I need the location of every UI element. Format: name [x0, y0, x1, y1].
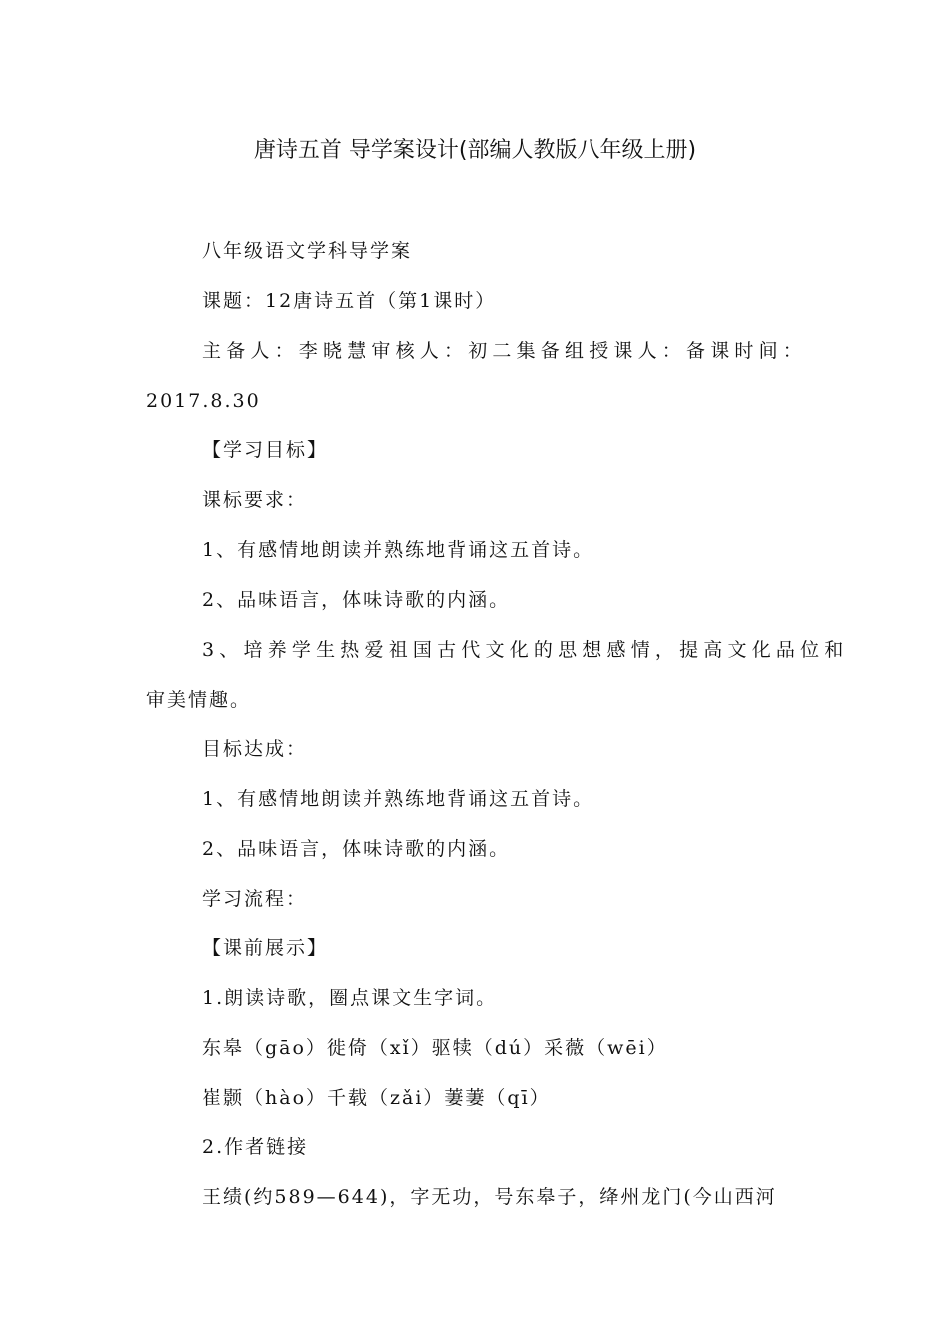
section-heading: 【课前展示】 [202, 937, 329, 959]
list-item: 2、品味语言，体味诗歌的内涵。 [202, 589, 511, 611]
text-line: 八年级语文学科导学案 [202, 240, 413, 262]
text-line: 课题：12唐诗五首（第1课时） [202, 290, 497, 312]
section-heading: 【学习目标】 [202, 439, 329, 461]
text-line: 东皋（gāo）徙倚（xǐ）驱犊（dú）采薇（wēi） [202, 1037, 668, 1059]
text-line: 审美情趣。 [146, 689, 252, 711]
list-item: 1.朗读诗歌，圈点课文生字词。 [202, 987, 498, 1009]
text-line: 2017.8.30 [146, 390, 261, 412]
list-item: 2、品味语言，体味诗歌的内涵。 [202, 838, 511, 860]
text-line: 主备人：李晓慧审核人：初二集备组授课人：备课时间： [202, 340, 808, 362]
list-item: 2.作者链接 [202, 1136, 309, 1158]
list-item: 3、培养学生热爱祖国古代文化的思想感情，提高文化品位和 [202, 639, 849, 661]
list-item: 1、有感情地朗读并熟练地背诵这五首诗。 [202, 788, 595, 810]
document-title: 唐诗五首 导学案设计(部编人教版八年级上册) [253, 138, 697, 163]
text-line: 课标要求： [202, 489, 308, 511]
text-line: 目标达成： [202, 738, 308, 760]
text-line: 王绩(约589—644)，字无功，号东皋子，绛州龙门(今山西河 [202, 1186, 777, 1208]
text-line: 学习流程： [202, 888, 308, 910]
text-line: 崔颢（hào）千载（zǎi）萋萋（qī） [202, 1087, 551, 1109]
list-item: 1、有感情地朗读并熟练地背诵这五首诗。 [202, 539, 595, 561]
